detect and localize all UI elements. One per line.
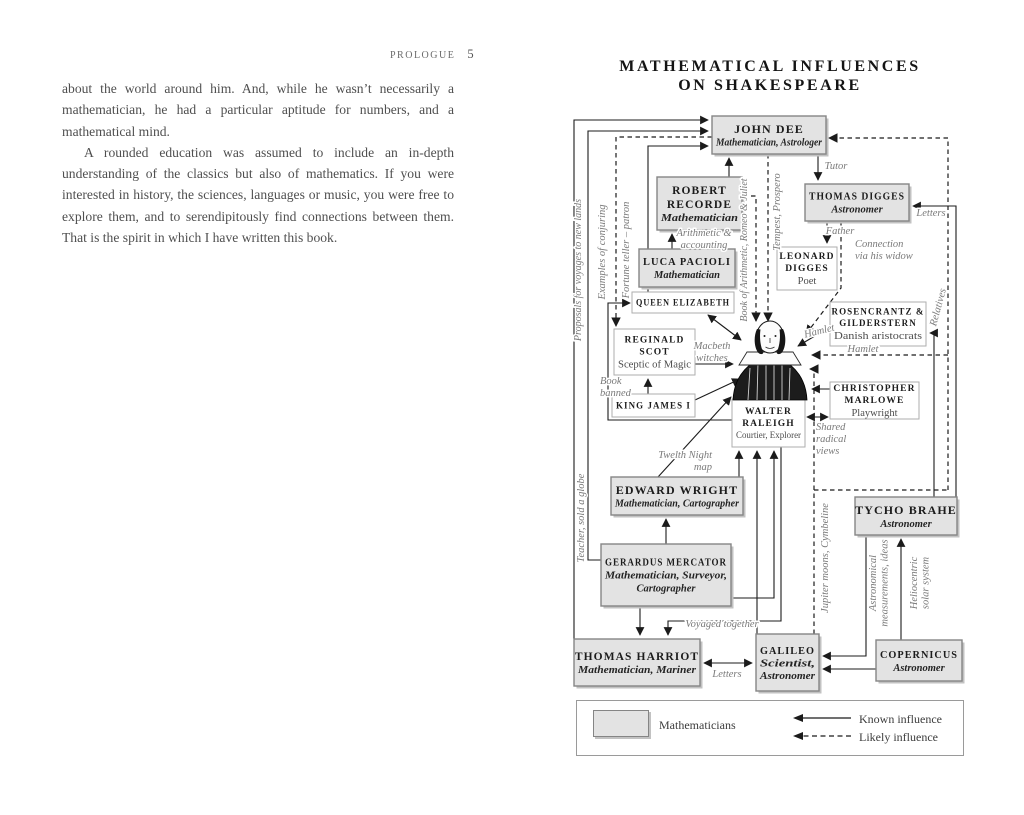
node-robert-recorde [657, 177, 745, 233]
node-galileo [756, 634, 822, 694]
svg-text:Mathematician, Astrologer: Mathematician, Astrologer [715, 137, 823, 149]
running-head-section: PROLOGUE [390, 50, 456, 61]
label-shared-radical-views [816, 422, 846, 457]
svg-text:Relatives: Relatives [928, 287, 949, 328]
svg-text:views: views [816, 446, 840, 457]
label-fortune-teller-patron [621, 202, 632, 300]
label-letters-galileo [711, 669, 741, 680]
svg-text:Playwright: Playwright [851, 408, 898, 419]
svg-text:ROBERT: ROBERT [672, 185, 727, 197]
svg-text:MARLOWE: MARLOWE [844, 396, 905, 406]
node-luca-pacioli [639, 249, 738, 290]
node-copernicus [876, 640, 965, 684]
svg-text:Cartographer: Cartographer [636, 583, 696, 595]
svg-text:Danish aristocrats: Danish aristocrats [834, 331, 922, 342]
svg-text:Examples of conjuring: Examples of conjuring [597, 204, 608, 300]
label-father [825, 226, 855, 237]
label-letters-digges [915, 208, 945, 219]
label-book-banned [600, 376, 632, 399]
diagram-title-line1: MATHEMATICAL INFLUENCES [619, 58, 921, 75]
svg-text:Father: Father [825, 226, 855, 237]
svg-text:Mathematician, Mariner: Mathematician, Mariner [576, 665, 697, 676]
node-rosencrantz-gilderstern [830, 302, 926, 346]
svg-text:Poet: Poet [797, 276, 817, 287]
svg-text:Mathematician, Cartographer: Mathematician, Cartographer [613, 498, 740, 510]
svg-text:Courtier, Explorer: Courtier, Explorer [736, 431, 802, 441]
svg-text:Arithmetic &: Arithmetic & [676, 228, 732, 239]
svg-text:Twelth Night: Twelth Night [658, 450, 712, 461]
label-astronomical-measurements [868, 539, 891, 626]
node-john-dee [712, 116, 829, 157]
svg-text:via his widow: via his widow [855, 251, 913, 262]
svg-text:SCOT: SCOT [639, 347, 670, 358]
svg-text:Mathematician, Surveyor,: Mathematician, Surveyor, [603, 570, 727, 582]
edge-tycho-to-rosencrantz [930, 333, 934, 497]
svg-text:EDWARD WRIGHT: EDWARD WRIGHT [615, 483, 739, 497]
node-queen-elizabeth [632, 292, 734, 313]
node-thomas-harriot [574, 639, 703, 689]
svg-text:Mathematician: Mathematician [659, 213, 739, 224]
svg-text:Macbeth: Macbeth [693, 341, 731, 352]
svg-text:Astronomer: Astronomer [880, 518, 932, 530]
svg-text:Astronomical: Astronomical [868, 554, 879, 612]
legend [576, 700, 964, 756]
svg-text:Connection: Connection [855, 239, 904, 250]
svg-text:radical: radical [816, 434, 847, 445]
legend-known-influence-label: Known influence [859, 712, 942, 726]
label-arithmetic-accounting [675, 228, 732, 251]
label-tutor [825, 161, 849, 172]
svg-text:Sceptic of Magic: Sceptic of Magic [618, 359, 692, 371]
svg-text:CHRISTOPHER: CHRISTOPHER [833, 384, 916, 394]
label-relatives [928, 287, 949, 328]
svg-text:LEONARD: LEONARD [779, 252, 835, 262]
svg-text:Fortune teller – patron: Fortune teller – patron [621, 201, 632, 299]
label-teacher-sold-globe [576, 473, 587, 562]
svg-text:Mathematician: Mathematician [654, 270, 720, 281]
svg-text:REGINALD: REGINALD [624, 335, 685, 346]
svg-text:WALTER: WALTER [745, 407, 792, 417]
svg-text:Letters: Letters [712, 669, 742, 680]
nodes-layer [574, 116, 965, 694]
svg-text:Tempest, Prospero: Tempest, Prospero [772, 173, 783, 251]
node-leonard-digges [777, 247, 837, 290]
svg-text:measurements, ideas: measurements, ideas [879, 539, 891, 627]
svg-text:KING JAMES I: KING JAMES I [616, 400, 691, 411]
svg-text:QUEEN ELIZABETH: QUEEN ELIZABETH [636, 297, 730, 308]
svg-text:TYCHO BRAHE: TYCHO BRAHE [855, 502, 957, 517]
paragraph: about the world around him. And, while he wasn’t necessarily a mathematician, he had a particular aptitude for numbers, and a mathematical mind. [62, 81, 454, 139]
label-twelth-night-map [658, 450, 713, 473]
likely-influence-arrow-icon [791, 730, 855, 742]
svg-text:witches: witches [696, 353, 728, 364]
edge-elizabeth-shakespeare [708, 315, 741, 340]
node-edward-wright [611, 477, 746, 518]
svg-text:COPERNICUS: COPERNICUS [880, 648, 958, 661]
label-hamlet-likely [847, 344, 880, 355]
svg-text:solar system: solar system [920, 556, 932, 610]
svg-text:Proposals for voyages to new l: Proposals for voyages to new lands [573, 198, 584, 342]
svg-text:DIGGES: DIGGES [785, 264, 829, 274]
svg-text:Heliocentric: Heliocentric [909, 556, 920, 610]
svg-text:accounting: accounting [680, 240, 728, 251]
node-tycho-brahe [855, 497, 960, 538]
page-number: 5 [467, 47, 474, 61]
svg-text:JOHN DEE: JOHN DEE [734, 122, 804, 136]
label-tempest-prospero [772, 173, 783, 251]
node-reginald-scot [614, 329, 695, 375]
legend-mathematician-swatch [593, 710, 649, 737]
svg-text:THOMAS HARRIOT: THOMAS HARRIOT [574, 651, 700, 663]
svg-text:Jupiter moons, Cymbeline: Jupiter moons, Cymbeline [820, 503, 831, 613]
node-christopher-marlowe [830, 382, 919, 419]
shakespeare-portrait-icon [733, 321, 807, 400]
label-book-of-arithmetic [739, 178, 750, 321]
svg-text:Tutor: Tutor [824, 161, 848, 172]
svg-text:Astronomer: Astronomer [831, 204, 883, 216]
svg-text:banned: banned [600, 388, 631, 399]
label-proposals-voyages [573, 199, 584, 342]
svg-text:LUCA PACIOLI: LUCA PACIOLI [643, 257, 731, 268]
svg-text:Book: Book [600, 376, 622, 387]
svg-text:Book of Arithmetic, Romeo & Ju: Book of Arithmetic, Romeo & Juliet [739, 178, 750, 322]
svg-text:Hamlet: Hamlet [847, 344, 879, 355]
svg-text:Voyaged together: Voyaged together [685, 619, 759, 630]
svg-text:Teacher, sold a globe: Teacher, sold a globe [576, 473, 587, 563]
svg-text:Astronomer: Astronomer [893, 662, 945, 674]
svg-text:Scientist,: Scientist, [760, 658, 815, 670]
label-heliocentric-solar-system [909, 556, 932, 610]
svg-text:GERARDUS MERCATOR: GERARDUS MERCATOR [605, 557, 727, 569]
svg-text:GALILEO: GALILEO [760, 644, 815, 657]
diagram-title-line2: ON SHAKESPEARE [678, 77, 862, 94]
svg-text:Astronomer: Astronomer [758, 670, 816, 682]
node-gerardus-mercator [601, 544, 734, 609]
svg-text:Letters: Letters [916, 208, 946, 219]
svg-text:Hamlet: Hamlet [803, 322, 836, 341]
known-influence-arrow-icon [791, 712, 855, 724]
svg-text:RALEIGH: RALEIGH [742, 419, 795, 429]
node-walter-raleigh [732, 399, 805, 447]
label-examples-of-conjuring [597, 204, 608, 300]
svg-text:GILDERSTERN: GILDERSTERN [839, 318, 917, 328]
label-voyaged-together [685, 619, 759, 630]
svg-text:THOMAS DIGGES: THOMAS DIGGES [809, 191, 905, 203]
edge-galileo-to-shakespeare [810, 369, 814, 634]
label-macbeth-witches [693, 341, 731, 364]
paragraph: A rounded education was assumed to include an in-depth understanding of the classics but also of mathematics. If you were interested in history, the sciences, languages or music, you were free to explore them, and to serendipitously find connections between them. That is the spirit in which I have written this book. [62, 144, 454, 246]
label-jupiter-moons-cymbeline [820, 503, 831, 613]
legend-likely-influence-label: Likely influence [859, 730, 938, 744]
svg-text:Shared: Shared [816, 422, 846, 433]
svg-text:ROSENCRANTZ &: ROSENCRANTZ & [831, 306, 925, 317]
svg-text:RECORDE: RECORDE [666, 199, 733, 211]
node-thomas-digges [805, 184, 912, 224]
legend-mathematicians-label: Mathematicians [659, 718, 736, 732]
label-connection-widow [855, 239, 913, 262]
edge-mercator-to-raleigh [731, 451, 774, 598]
svg-text:map: map [693, 462, 712, 473]
